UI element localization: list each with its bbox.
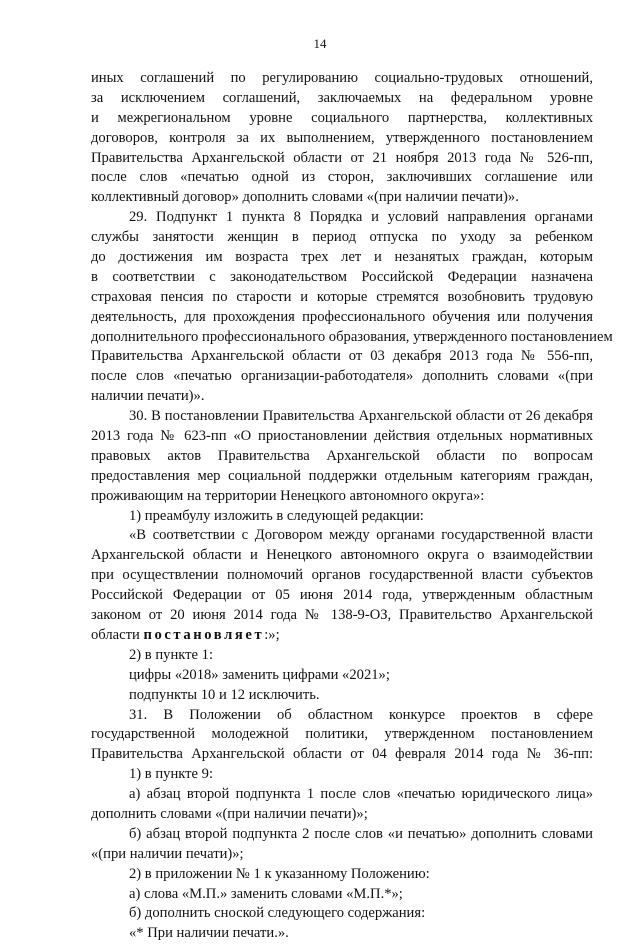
- text-line: «В соответствии с Договором между органами государственной власти: [129, 527, 593, 544]
- document-body: [91, 69, 613, 944]
- text-line: деятельность, для прохождения профессионального обучения или получения: [91, 308, 593, 325]
- text-line: [91, 626, 593, 646]
- text-line: после слов «печатью одной из сторон, заключивших соглашение или: [91, 169, 593, 186]
- text-line: а) абзац второй подпункта 1 после слов «печатью юридического лица»: [129, 786, 593, 803]
- text-line: «(при наличии печати)»;: [91, 845, 244, 862]
- text-segment: :»;: [264, 626, 280, 643]
- emphasized-verb: постановляет: [143, 626, 265, 643]
- text-line: подпункты 10 и 12 исключить.: [129, 686, 320, 703]
- text-line: проживающим на территории Ненецкого автономного округа»:: [91, 487, 485, 504]
- text-line: Правительства Архангельской области от 04 февраля 2014 года № 36-пп:: [91, 746, 593, 763]
- text-line: законом от 20 июня 2014 года № 138-9-ОЗ, Правительство Архангельской: [91, 607, 593, 624]
- text-line: 29. Подпункт 1 пункта 8 Порядка и условий направления органами: [129, 209, 593, 226]
- text-line: предоставления мер социальной поддержки отдельным категориям граждан,: [91, 467, 593, 484]
- text-line: государственной молодежной политики, утвержденном постановлением: [91, 726, 593, 743]
- text-line: и межрегиональном уровне социального партнерства, коллективных: [91, 109, 593, 126]
- text-line: Правительства Архангельской области от 03 декабря 2013 года № 556-пп,: [91, 348, 593, 365]
- text-line: 1) в пункте 9:: [129, 766, 214, 783]
- text-line: б) абзац второй подпункта 2 после слов «и печатью» дополнить словами: [129, 825, 593, 842]
- text-line: 2) в пункте 1:: [129, 646, 214, 663]
- text-line: а) слова «М.П.» заменить словами «М.П.*»;: [129, 885, 403, 902]
- text-line: дополнить словами «(при наличии печати)»;: [91, 805, 368, 822]
- text-line: «* При наличии печати.».: [129, 925, 289, 942]
- text-line: дополнительного профессионального образования, утвержденного постановлением: [91, 328, 613, 345]
- text-line: страховая пенсия по старости и которые стремятся возобновить трудовую: [91, 288, 593, 305]
- text-line: 31. В Положении об областном конкурсе проектов в сфере: [129, 706, 593, 723]
- page-number: 14: [313, 36, 327, 51]
- text-line: Архангельской области и Ненецкого автономного округа о взаимодействии: [91, 547, 593, 564]
- text-line: 1) преамбулу изложить в следующей редакции:: [129, 507, 424, 524]
- text-line: 30. В постановлении Правительства Архангельской области от 26 декабря: [129, 408, 593, 425]
- text-line: договоров, контроля за их выполнением, утвержденного постановлением: [91, 129, 593, 146]
- text-line: 2013 года № 623-пп «О приостановлении действия отдельных нормативных: [91, 428, 593, 445]
- text-line: правовых актов Правительства Архангельской области по вопросам: [91, 447, 593, 464]
- text-line: за исключением соглашений, заключаемых на федеральном уровне: [91, 89, 593, 106]
- text-line: при осуществлении полномочий органов государственной власти субъектов: [91, 567, 593, 584]
- text-line: б) дополнить сноской следующего содержания:: [129, 905, 426, 922]
- text-segment: области: [91, 626, 144, 643]
- text-line: цифры «2018» заменить цифрами «2021»;: [129, 666, 390, 683]
- text-line: до достижения им возраста трех лет и незанятых граждан, которым: [91, 249, 593, 266]
- text-line: службы занятости женщин в период отпуска по уходу за ребенком: [91, 229, 593, 246]
- text-line: Правительства Архангельской области от 21 ноября 2013 года № 526-пп,: [91, 149, 593, 166]
- text-line: Российской Федерации от 05 июня 2014 года, утвержденным областным: [91, 587, 593, 604]
- text-line: после слов «печатью организации-работодателя» дополнить словами «(при: [91, 368, 593, 385]
- text-line: иных соглашений по регулированию социально-трудовых отношений,: [91, 70, 593, 86]
- text-line: коллективный договор» дополнить словами «(при наличии печати)».: [91, 189, 519, 206]
- text-line: 2) в приложении № 1 к указанному Положению:: [129, 865, 430, 882]
- text-line: наличии печати)».: [91, 388, 205, 405]
- text-line: в соответствии с законодательством Российской Федерации назначена: [91, 268, 593, 285]
